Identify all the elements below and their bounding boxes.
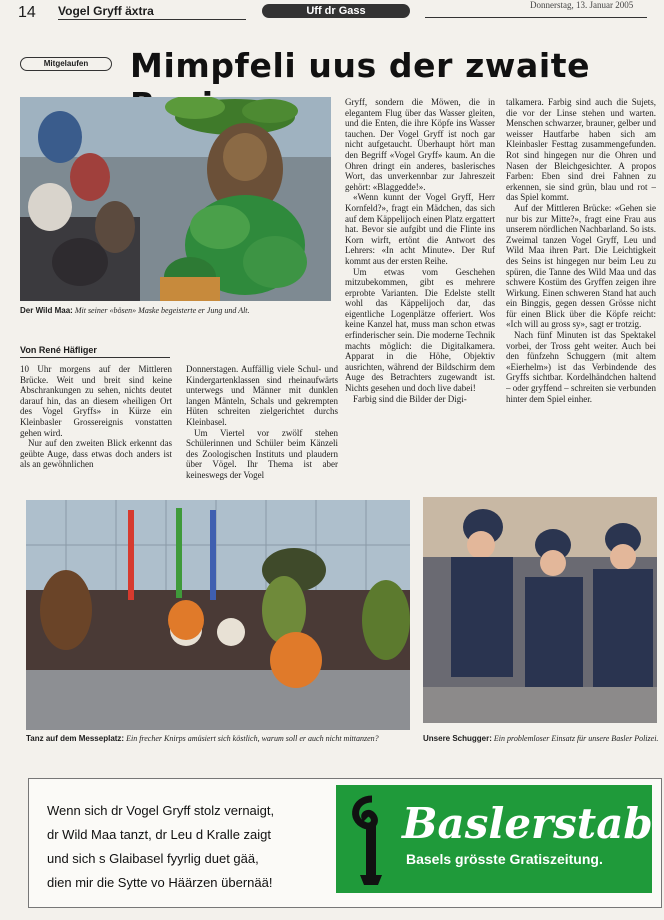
- photo-messeplatz: [26, 500, 410, 730]
- photo-schugger: [423, 497, 657, 723]
- ad-verse-line: dien mir die Sytte vo Häärzen übernää!: [47, 875, 273, 890]
- ad-verse-line: und sich s Glaibasel fyyrlig duet gää,: [47, 851, 259, 866]
- photo2-caption-text: Ein frecher Knirps amüsiert sich köstlich, warum soll er auch nicht mittanzen?: [126, 734, 379, 743]
- photo-wild-maa-image: [20, 97, 331, 301]
- photo1-caption-text: Mit seiner «bösen» Maske begeisterte er Jung und Alt.: [74, 306, 250, 315]
- article-kicker: Mitgelaufen: [20, 57, 112, 71]
- article-column-4: [506, 97, 656, 487]
- paragraph: Um etwas vom Geschehen mitzubekommen, gibt es mehrere erprobte Varianten. Die Edelste stellt wohl das Käppelijoch dar, das eigentliche Logenplätze offeriert. Wos keine Kanzel hat, muss man schon etwas erfinderischer sein. Die moderne Technik machts möglich: die Digitalkamera. Apparat in die Höhe, Objektiv ausrichten, während der Bildschirm dem Auge des Betrachters zugewandt ist. Nichts gesehen und doch live dabei!: [345, 266, 495, 394]
- paragraph: «Wenn kunnt der Vogel Gryff, Herr Kornfeld?», fragt ein Mädchen, das sich auf dem Käppelijoch einen Platz ergattert hat. Bevor sie aufgibt und die Flinte ins Korn wirft, ertönt die Antwort des Lehrers: «In acht Minute». Der Ruf kommt aus der ersten Reihe.: [345, 192, 495, 266]
- byline: Von René Häfliger: [20, 345, 170, 358]
- photo3-caption-text: Ein problemloser Einsatz für unsere Basler Polizei.: [493, 734, 659, 743]
- section-label: Uff dr Gass: [262, 4, 410, 18]
- photo2-caption: [26, 734, 414, 744]
- paragraph: Um Viertel vor zwölf stehen Schülerinnen und Schüler beim Känzeli des Zoologischen Instituts und plaudern über Vögel. Ihr Thema ist aber keineswegs der Vogel: [186, 427, 338, 480]
- masthead: Vogel Gryff äxtra: [58, 4, 154, 18]
- header-rule-right: [425, 17, 647, 18]
- paragraph: Auf der Mittleren Brücke: «Gehen sie nur bis zur Mitte?», fragt eine Frau aus unserem nördlichen Nachbarland. So ists. Zweimal tanzen Vogel Gryff, Leu und Wild Maa ihren Part. Die Leichtigkeit des Seins ist hingegen nur beim Leu zu spüren, die Tanne des Wild Maa und das schwere Kostüm des Gryffen zeigen ihre Wirkung. Einen schweren Stand hat auch ein Binggis, gegen dessen Grösse nicht für einen Blick über die Köpfe reicht: «Ich will au gross sy», sagt er trotzig.: [506, 202, 656, 330]
- ad-slogan: Basels grösste Gratiszeitung.: [406, 851, 603, 867]
- photo3-caption-title: Unsere Schugger:: [423, 734, 492, 743]
- photo3-caption: [423, 734, 659, 744]
- photo1-caption-title: Der Wild Maa:: [20, 306, 73, 315]
- issue-date: Donnerstag, 13. Januar 2005: [530, 0, 634, 10]
- article-column-1: [20, 364, 172, 484]
- ad-verse-line: dr Wild Maa tanzt, dr Leu d Kralle zaigt: [47, 827, 271, 842]
- paragraph: 10 Uhr morgens auf der Mittleren Brücke. Weit und breit sind keine Abschrankungen zu sehen, nichts deutet darauf hin, das an diesem «heiligen Ort des Vogel Gryffs» in Kürze ein Kleinbasler Grossereignis vonstatten gehen wird.: [20, 364, 172, 438]
- paragraph: Farbig sind die Bilder der Digi-: [353, 393, 467, 404]
- page-header: [0, 0, 664, 28]
- ad-brand-name: Baslerstab: [402, 799, 653, 848]
- photo-schugger-image: [423, 497, 657, 723]
- paragraph: Donnerstagen. Auffällig viele Schul- und Kindergartenklassen sind rheinaufwärts unterwegs und Männer mit dunklen langen Mänteln, Schals und gekrempten Hüten schreiten zielgerichtet durchs Kleinbasel.: [186, 364, 338, 427]
- ad-brand-box: [336, 785, 652, 893]
- paragraph: talkamera. Farbig sind auch die Sujets, die vor der Linse stehen und warten. Menschen schwarzer, brauner, gelber und weisser Hautfarbe haben sich am Kleinbasler Festtag zusammengefunden. Rot sind hingegen nur die Ohren und Nasen der Bleichgesichter. A propos Farben: Eben sind drei Fahnen zu erkennen, sie sind grün, blau und rot – das Spiel kommt.: [506, 97, 656, 203]
- article-column-3: [345, 97, 495, 487]
- header-rule-left: [58, 19, 246, 20]
- article-headline: Mimpfeli uus der zwaite: [130, 46, 591, 85]
- advertisement: [28, 778, 662, 908]
- paragraph: Gryff, sondern die Möwen, die in elegantem Flug über das Wasser gleiten, und die Enten, die ihre Köpfe ins Wasser tauchen. Der Vogel Gryff ist noch gar nicht aufgetaucht. Überhaupt hört man den Begriff «Vogel Gryff» kaum. An die Ohren dringt ein anderes, baslerisches Wort, das unverkennbar zur Jahreszeit gehört: «Blaggedde!».: [345, 97, 495, 192]
- paragraph: Nach fünf Minuten ist das Spektakel vorbei, der Tross geht weiter. Auch bei den fünfzehn Schuggern (mit altem «Eierhelm») ist das Verbindende des Gryffs sichtbar. Kordelhändchen haltend – oder gryffend – schreiten sie verbunden hinter dem Spiel einher.: [506, 330, 656, 404]
- page-number: 14: [18, 4, 36, 21]
- paragraph: Nur auf den zweiten Blick erkennt das geübte Auge, dass etwas doch anders ist als an gewöhnlichen: [20, 438, 172, 470]
- photo-wild-maa: [20, 97, 331, 301]
- basel-crozier-icon: [342, 789, 402, 889]
- photo-messeplatz-image: [26, 500, 410, 730]
- ad-verse-line: Wenn sich dr Vogel Gryff stolz vernaigt,: [47, 803, 275, 818]
- photo1-caption: [20, 306, 340, 316]
- photo2-caption-title: Tanz auf dem Messeplatz:: [26, 734, 125, 743]
- article-column-2: [186, 364, 338, 484]
